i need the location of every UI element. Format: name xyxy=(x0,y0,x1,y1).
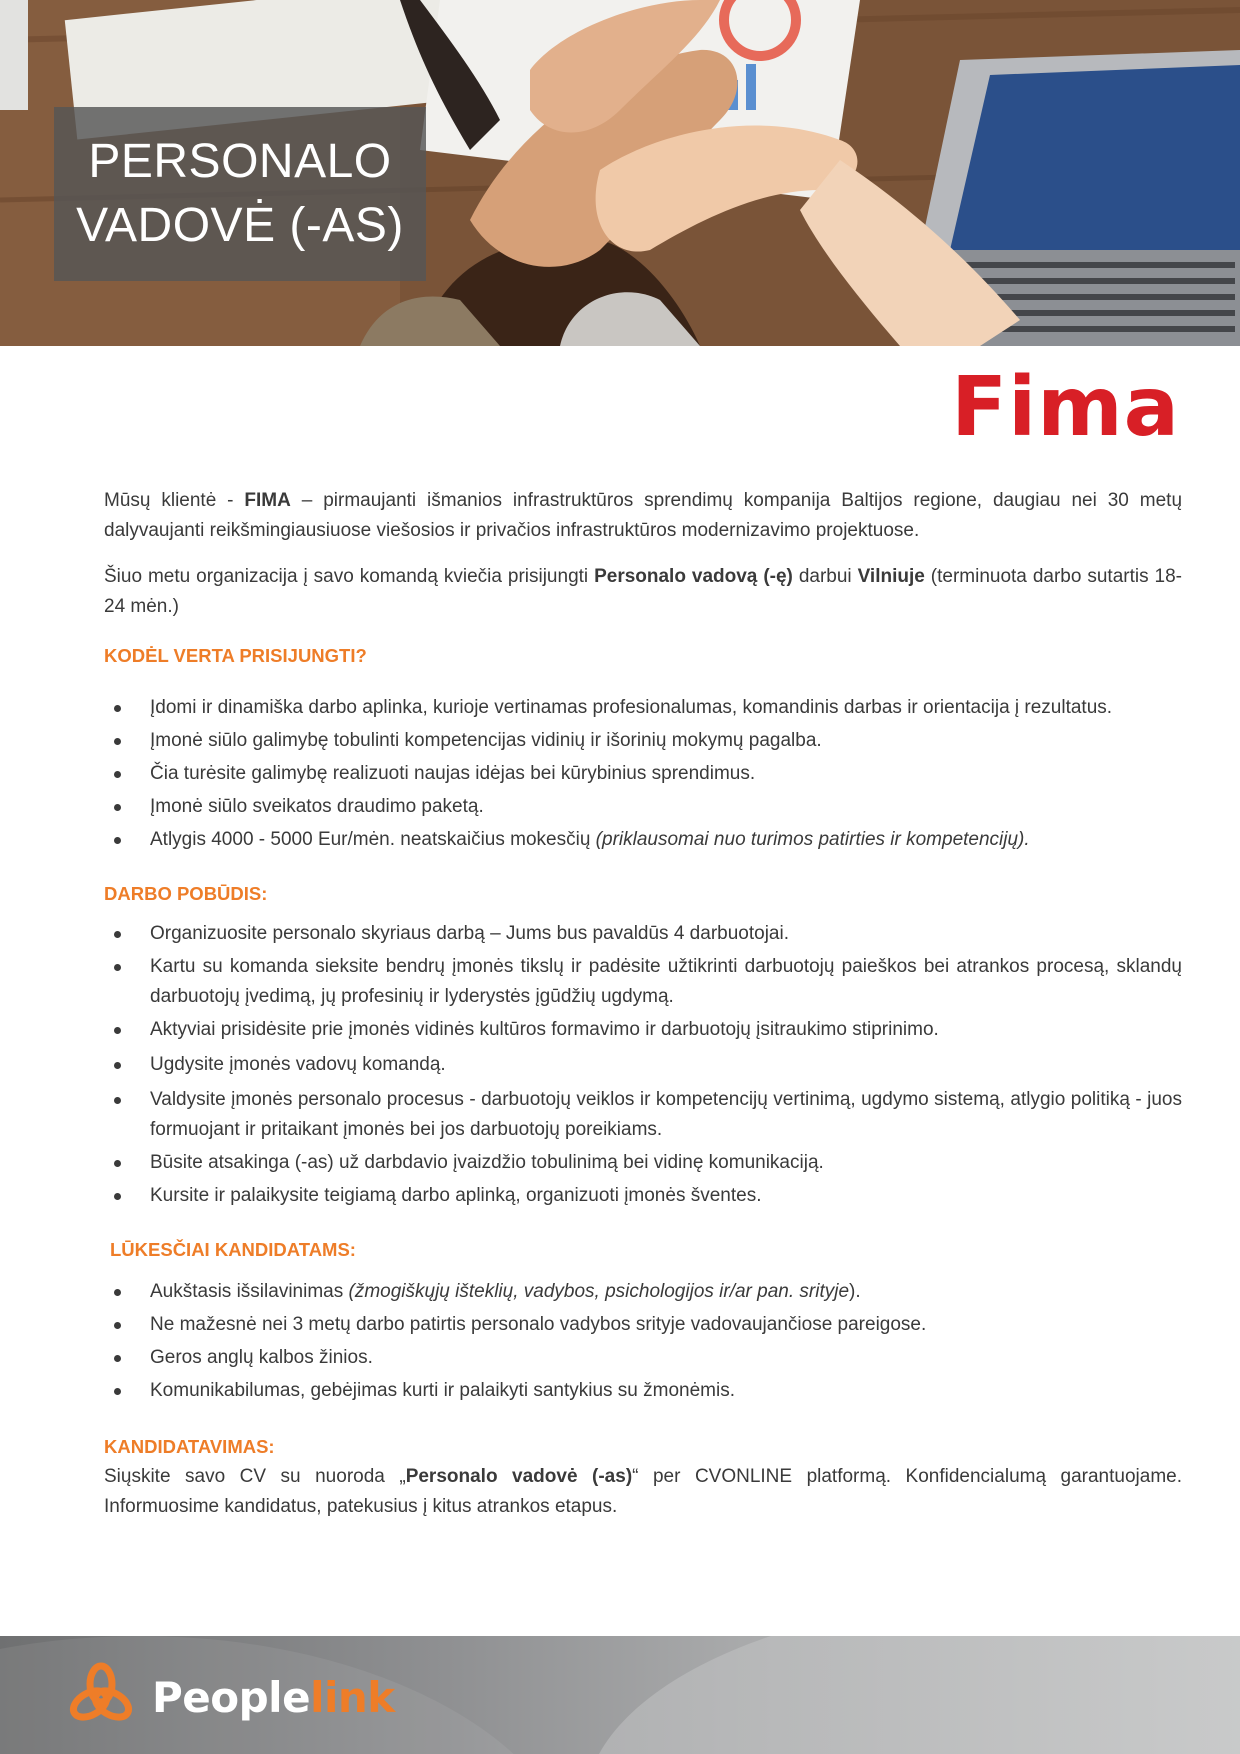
list-item xyxy=(104,1376,1182,1406)
list-item-text: Ugdysite įmonės vadovų komandą. xyxy=(150,1054,446,1075)
invitation-paragraph xyxy=(104,562,1182,622)
application-text-rest: “ per CVONLINE platformą. Konfidencialumą garantuojame. Informuosime kandidatus, patekusius į kitus atrankos etapus. xyxy=(104,1466,1182,1517)
bullet-dot xyxy=(114,738,121,745)
list-item xyxy=(104,919,1182,949)
intro-company: FIMA xyxy=(244,490,291,511)
expectations-list xyxy=(104,1277,1182,1406)
education-text: Aukštasis išsilavinimas xyxy=(150,1281,349,1302)
education-end: ). xyxy=(849,1281,861,1302)
peoplelink-knot-icon xyxy=(66,1662,136,1732)
job-title-line-2: VADOVĖ (-AS) xyxy=(76,199,404,252)
bullet-dot xyxy=(114,1027,121,1034)
list-item-text: Aktyviai prisidėsite prie įmonės vidinės kultūros formavimo ir darbuotojų įsitraukimo stiprinimo. xyxy=(150,1019,939,1040)
peoplelink-wordmark xyxy=(152,1673,395,1722)
list-item xyxy=(104,1310,1182,1340)
bullet-dot xyxy=(114,1160,121,1167)
bullet-dot xyxy=(114,1388,121,1395)
application-text: Siųskite savo CV su nuoroda „ xyxy=(104,1466,406,1487)
application-reference: Personalo vadovė (-as) xyxy=(405,1466,633,1487)
bullet-dot xyxy=(114,1289,121,1296)
bullet-dot xyxy=(114,837,121,844)
bullet-dot xyxy=(114,1097,121,1104)
list-item-text: Kursite ir palaikysite teigiamą darbo aplinką, organizuoti įmonės šventes. xyxy=(150,1185,762,1206)
list-item-text: Įmonė siūlo sveikatos draudimo paketą. xyxy=(150,796,484,817)
wordmark-link: link xyxy=(310,1672,395,1722)
why-join-list xyxy=(104,693,1182,855)
list-item xyxy=(104,1050,1182,1080)
intro-paragraph xyxy=(104,486,1182,546)
bullet-dot xyxy=(114,1322,121,1329)
bullet-dot xyxy=(114,964,121,971)
bullet-dot xyxy=(114,705,121,712)
invitation-text-end: (terminuota darbo sutartis 18-24 mėn.) xyxy=(104,566,1183,617)
list-item xyxy=(104,1015,1182,1045)
footer-banner xyxy=(0,1636,1240,1754)
bullet-dot xyxy=(114,1062,121,1069)
intro-text-rest: – pirmaujanti išmanios infrastruktūros sprendimų kompanija Baltijos regione, daugiau nei 30 metų dalyvaujanti reikšmingiausiuose viešosios ir privačios infrastruktūros modernizavimo projektuose. xyxy=(104,490,1183,541)
list-item-text: Geros anglų kalbos žinios. xyxy=(150,1347,373,1368)
list-item xyxy=(104,1277,1182,1307)
expectations-heading: LŪKESČIAI KANDIDATAMS: xyxy=(110,1239,356,1260)
list-item xyxy=(104,1343,1182,1373)
list-item xyxy=(104,825,1182,855)
invitation-text: Šiuo metu organizacija į savo komandą kviečia prisijungti xyxy=(104,566,595,587)
list-item-text: Organizuosite personalo skyriaus darbą – Jums bus pavaldūs 4 darbuotojai. xyxy=(150,923,789,944)
list-item xyxy=(104,952,1182,1012)
why-join-heading: KODĖL VERTA PRISIJUNGTI? xyxy=(104,645,367,666)
list-item xyxy=(104,792,1182,822)
list-item-text: Būsite atsakinga (-as) už darbdavio įvaizdžio tobulinimą bei vidinę komunikaciją. xyxy=(150,1152,824,1173)
hero-photo xyxy=(0,0,1240,346)
job-title-box xyxy=(54,107,426,281)
salary-text: Atlygis 4000 - 5000 Eur/mėn. neatskaičius mokesčių xyxy=(150,829,596,850)
invitation-position: Personalo vadovą (-ę) xyxy=(594,566,793,587)
list-item-text: Įdomi ir dinamiška darbo aplinka, kurioje vertinamas profesionalumas, komandinis darbas ir orientacija į rezultatus. xyxy=(150,697,1113,718)
invitation-city: Vilniuje xyxy=(857,566,925,587)
job-nature-heading: DARBO POBŪDIS: xyxy=(104,883,268,904)
list-item xyxy=(104,693,1182,723)
job-title-line-1: PERSONALO xyxy=(88,135,392,188)
application-heading: KANDIDATAVIMAS: xyxy=(104,1436,275,1457)
salary-note: (priklausomai nuo turimos patirties ir kompetencijų). xyxy=(595,829,1030,850)
fima-logo: Fima xyxy=(951,360,1180,455)
intro-text: Mūsų klientė - xyxy=(104,490,245,511)
education-fields: (žmogiškųjų išteklių, vadybos, psichologijos ir/ar pan. srityje xyxy=(348,1281,850,1302)
bullet-dot xyxy=(114,804,121,811)
list-item xyxy=(104,1181,1182,1211)
list-item xyxy=(104,726,1182,756)
list-item-text: Ne mažesnė nei 3 metų darbo patirtis personalo vadybos srityje vadovaujančiose pareigose. xyxy=(150,1314,927,1335)
list-item xyxy=(104,1085,1182,1145)
list-item-text: Komunikabilumas, gebėjimas kurti ir palaikyti santykius su žmonėmis. xyxy=(150,1380,736,1401)
footer-decor-curve xyxy=(585,1636,1240,1754)
bullet-dot xyxy=(114,1193,121,1200)
wordmark-people: People xyxy=(152,1672,311,1722)
invitation-text-mid: darbui xyxy=(792,566,858,587)
bullet-dot xyxy=(114,771,121,778)
list-item-text: Valdysite įmonės personalo procesus - darbuotojų veiklos ir kompetencijų vertinimą, ugdymo sistemą, atlygio politiką - juos formuojant ir pritaikant įmonės bei jos darbuotojų poreikiams. xyxy=(150,1089,1182,1140)
job-nature-list xyxy=(104,919,1182,1211)
application-paragraph xyxy=(104,1462,1182,1522)
list-item xyxy=(104,759,1182,789)
list-item-text: Čia turėsite galimybę realizuoti naujas idėjas bei kūrybinius sprendimus. xyxy=(150,763,756,784)
list-item xyxy=(104,1148,1182,1178)
peoplelink-logo xyxy=(66,1662,395,1732)
list-item-text: Kartu su komanda sieksite bendrų įmonės tikslų ir padėsite užtikrinti darbuotojų paieškos bei atrankos procesą, sklandų darbuotojų įvedimą, jų profesinių ir lyderystės įgūdžių ugdymą. xyxy=(150,956,1182,1007)
list-item-text: Įmonė siūlo galimybę tobulinti kompetencijas vidinių ir išorinių mokymų pagalba. xyxy=(150,730,822,751)
bullet-dot xyxy=(114,931,121,938)
bullet-dot xyxy=(114,1355,121,1362)
job-description xyxy=(104,486,1182,1522)
